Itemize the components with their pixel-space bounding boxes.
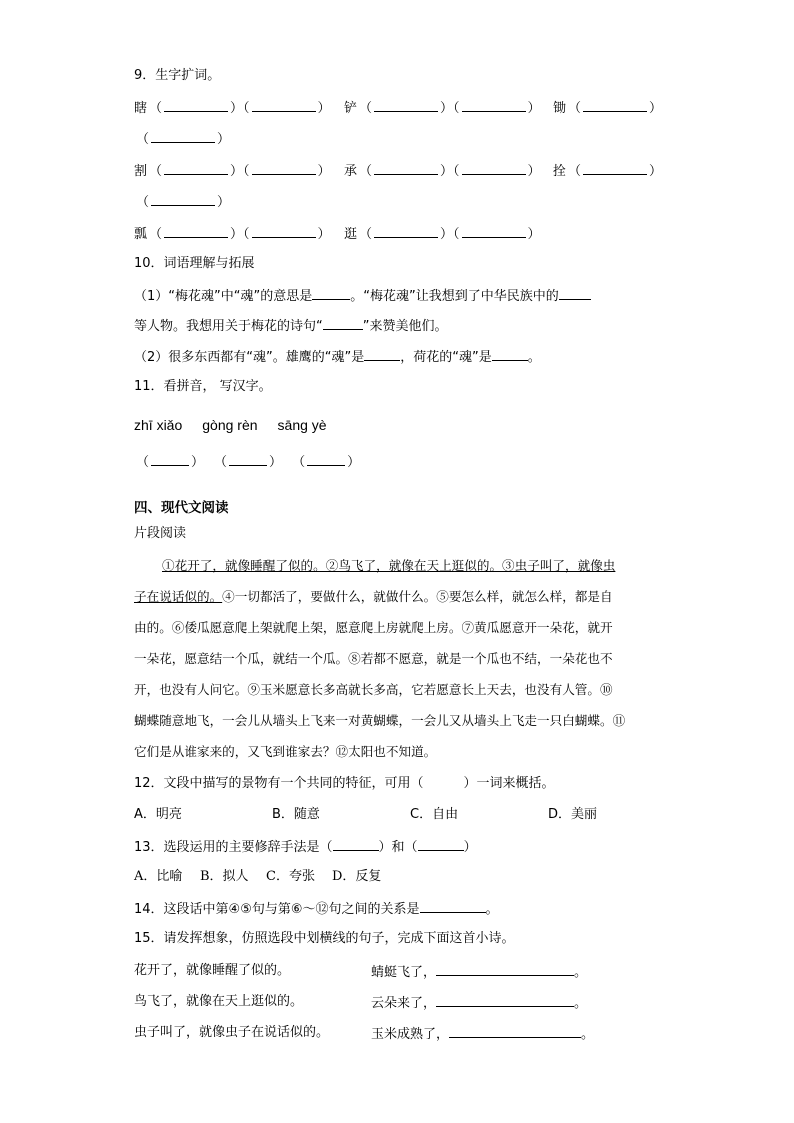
answer-blank[interactable] bbox=[462, 223, 526, 238]
q15-title: 15．请发挥想象，仿照选段中划横线的句子，完成下面这首小诗。 bbox=[134, 931, 515, 946]
answer-blank[interactable] bbox=[436, 992, 574, 1007]
q9-char: 割 bbox=[134, 164, 148, 179]
answer-blank[interactable] bbox=[462, 97, 526, 112]
answer-blank[interactable] bbox=[252, 97, 316, 112]
pinyin: gòng rèn bbox=[202, 417, 258, 433]
poem-right-line: 云朵来了， 。 bbox=[371, 992, 587, 1014]
q10-title: 10．词语理解与拓展 bbox=[134, 256, 255, 271]
answer-blank[interactable] bbox=[252, 160, 316, 175]
answer-blank[interactable] bbox=[583, 160, 647, 175]
answer-blank[interactable] bbox=[164, 160, 228, 175]
answer-blank[interactable] bbox=[418, 836, 464, 851]
q12-option-a[interactable]: A．明亮 bbox=[134, 807, 182, 822]
passage-line: 开，也没有人问它。⑨玉米愿意长多高就长多高，它若愿意长上天去，也没有人管。⑩ bbox=[134, 682, 613, 697]
pinyin: sāng yè bbox=[277, 417, 327, 433]
q9-title: 9．生字扩词。 bbox=[134, 68, 221, 83]
section-subheading: 片段阅读 bbox=[134, 526, 187, 541]
answer-blank[interactable] bbox=[164, 97, 228, 112]
answer-blank[interactable] bbox=[229, 451, 267, 466]
passage-line: 蝴蝶随意地飞，一会儿从墙头上飞来一对黄蝴蝶，一会儿又从墙头上飞走一只白蝴蝶。⑪ bbox=[134, 713, 626, 728]
q9-char: 承 bbox=[344, 164, 358, 179]
poem-right-line: 蜻蜓飞了， 。 bbox=[371, 961, 587, 983]
q12-stem: 12．文段中描写的景物有一个共同的特征，可用（ ）一词来概括。 bbox=[134, 776, 555, 791]
q11-pinyin-row bbox=[134, 415, 327, 435]
answer-blank[interactable] bbox=[449, 1023, 581, 1038]
passage-line bbox=[162, 556, 615, 576]
q9-row1d: （ ） bbox=[134, 128, 232, 150]
poem-left-line: 虫子叫了，就像虫子在说话似的。 bbox=[134, 1025, 330, 1040]
underlined-sentences: 子在说话似的。 bbox=[134, 589, 223, 604]
answer-blank[interactable] bbox=[164, 223, 228, 238]
q9-char: 瓢 bbox=[134, 227, 148, 242]
answer-blank[interactable] bbox=[583, 97, 647, 112]
q12-option-c[interactable]: C．自由 bbox=[410, 807, 459, 822]
q11-title: 11．看拼音， 写汉字。 bbox=[134, 379, 272, 394]
underlined-sentences: ①花开了，就像睡醒了似的。②鸟飞了，就像在天上逛似的。③虫子叫了，就像虫 bbox=[162, 558, 616, 573]
q12-option-d[interactable]: D．美丽 bbox=[548, 807, 598, 822]
q14-stem: 14．这段话中第④⑤句与第⑥～⑫句之间的关系是 。 bbox=[134, 898, 499, 920]
answer-blank[interactable] bbox=[252, 223, 316, 238]
q10-sub1-cont: 等人物。我想用关于梅花的诗句“ ”来赞美他们。 bbox=[134, 315, 448, 337]
q9-row2d: （ ） bbox=[134, 191, 232, 213]
poem-left-line: 鸟飞了，就像在天上逛似的。 bbox=[134, 994, 304, 1009]
poem-right-line: 玉米成熟了， 。 bbox=[371, 1023, 594, 1045]
answer-blank[interactable] bbox=[559, 285, 591, 300]
answer-blank[interactable] bbox=[312, 285, 350, 300]
answer-blank[interactable] bbox=[323, 315, 363, 330]
q13-option-d[interactable]: D．反复 bbox=[332, 869, 382, 884]
answer-blank[interactable] bbox=[374, 160, 438, 175]
section-heading: 四、现代文阅读 bbox=[134, 500, 229, 516]
passage-line: 由的。⑥倭瓜愿意爬上架就爬上架，愿意爬上房就爬上房。⑦黄瓜愿意开一朵花，就开 bbox=[134, 620, 613, 635]
q11-answer-row: （ ） （ ） （ ） bbox=[134, 451, 362, 473]
q13-option-a[interactable]: A．比喻 bbox=[134, 869, 183, 884]
q9-row2b: 承 （ ）（ ） bbox=[344, 160, 543, 182]
q9-row1c: 锄 （ ） bbox=[553, 97, 664, 119]
answer-blank[interactable] bbox=[420, 898, 486, 913]
q9-row2c: 拴 （ ） bbox=[553, 160, 664, 182]
answer-blank[interactable] bbox=[462, 160, 526, 175]
answer-blank[interactable] bbox=[333, 836, 379, 851]
answer-blank[interactable] bbox=[436, 961, 574, 976]
answer-blank[interactable] bbox=[151, 191, 215, 206]
passage-line: 子在说话似的。④一切都活了，要做什么，就做什么。⑤要怎么样，就怎么样，都是自 bbox=[134, 589, 613, 604]
q9-row3: 瓢 （ ）（ ） bbox=[134, 223, 333, 245]
q9-char: 锄 bbox=[553, 101, 567, 116]
answer-blank[interactable] bbox=[151, 128, 215, 143]
passage-line: 一朵花，愿意结一个瓜，就结一个瓜。⑧若都不愿意，就是一个瓜也不结，一朵花也不 bbox=[134, 651, 613, 666]
answer-blank[interactable] bbox=[364, 346, 400, 361]
q9-row1: 瞎 （ ）（ ） bbox=[134, 97, 333, 119]
q9-char: 铲 bbox=[344, 101, 358, 116]
answer-blank[interactable] bbox=[492, 346, 528, 361]
passage-line: 它们是从谁家来的，又飞到谁家去？⑫太阳也不知道。 bbox=[134, 744, 437, 759]
q9-row2: 割 （ ）（ ） bbox=[134, 160, 333, 182]
q12-option-b[interactable]: B．随意 bbox=[272, 807, 320, 822]
q9-row3b: 逛 （ ）（ ） bbox=[344, 223, 543, 245]
q9-row1b: 铲 （ ）（ ） bbox=[344, 97, 543, 119]
q9-char: 瞎 bbox=[134, 101, 148, 116]
q13-option-b[interactable]: B．拟人 bbox=[200, 869, 249, 884]
q9-char: 逛 bbox=[344, 227, 358, 242]
answer-blank[interactable] bbox=[374, 223, 438, 238]
answer-blank[interactable] bbox=[307, 451, 345, 466]
q10-sub1: （1）“梅花魂”中“魂”的意思是 。“梅花魂”让我想到了中华民族中的 bbox=[134, 285, 591, 307]
q13-stem: 13．选段运用的主要修辞手法是（ ）和（ ） bbox=[134, 836, 477, 858]
answer-blank[interactable] bbox=[151, 451, 189, 466]
q9-char: 拴 bbox=[553, 164, 567, 179]
q13-option-c[interactable]: C．夸张 bbox=[266, 869, 315, 884]
answer-blank[interactable] bbox=[374, 97, 438, 112]
pinyin: zhī xiǎo bbox=[134, 417, 183, 433]
q10-sub2: （2）很多东西都有“魂”。雄鹰的“魂”是 ，荷花的“魂”是 。 bbox=[134, 346, 541, 368]
poem-left-line: 花开了，就像睡醒了似的。 bbox=[134, 963, 291, 978]
